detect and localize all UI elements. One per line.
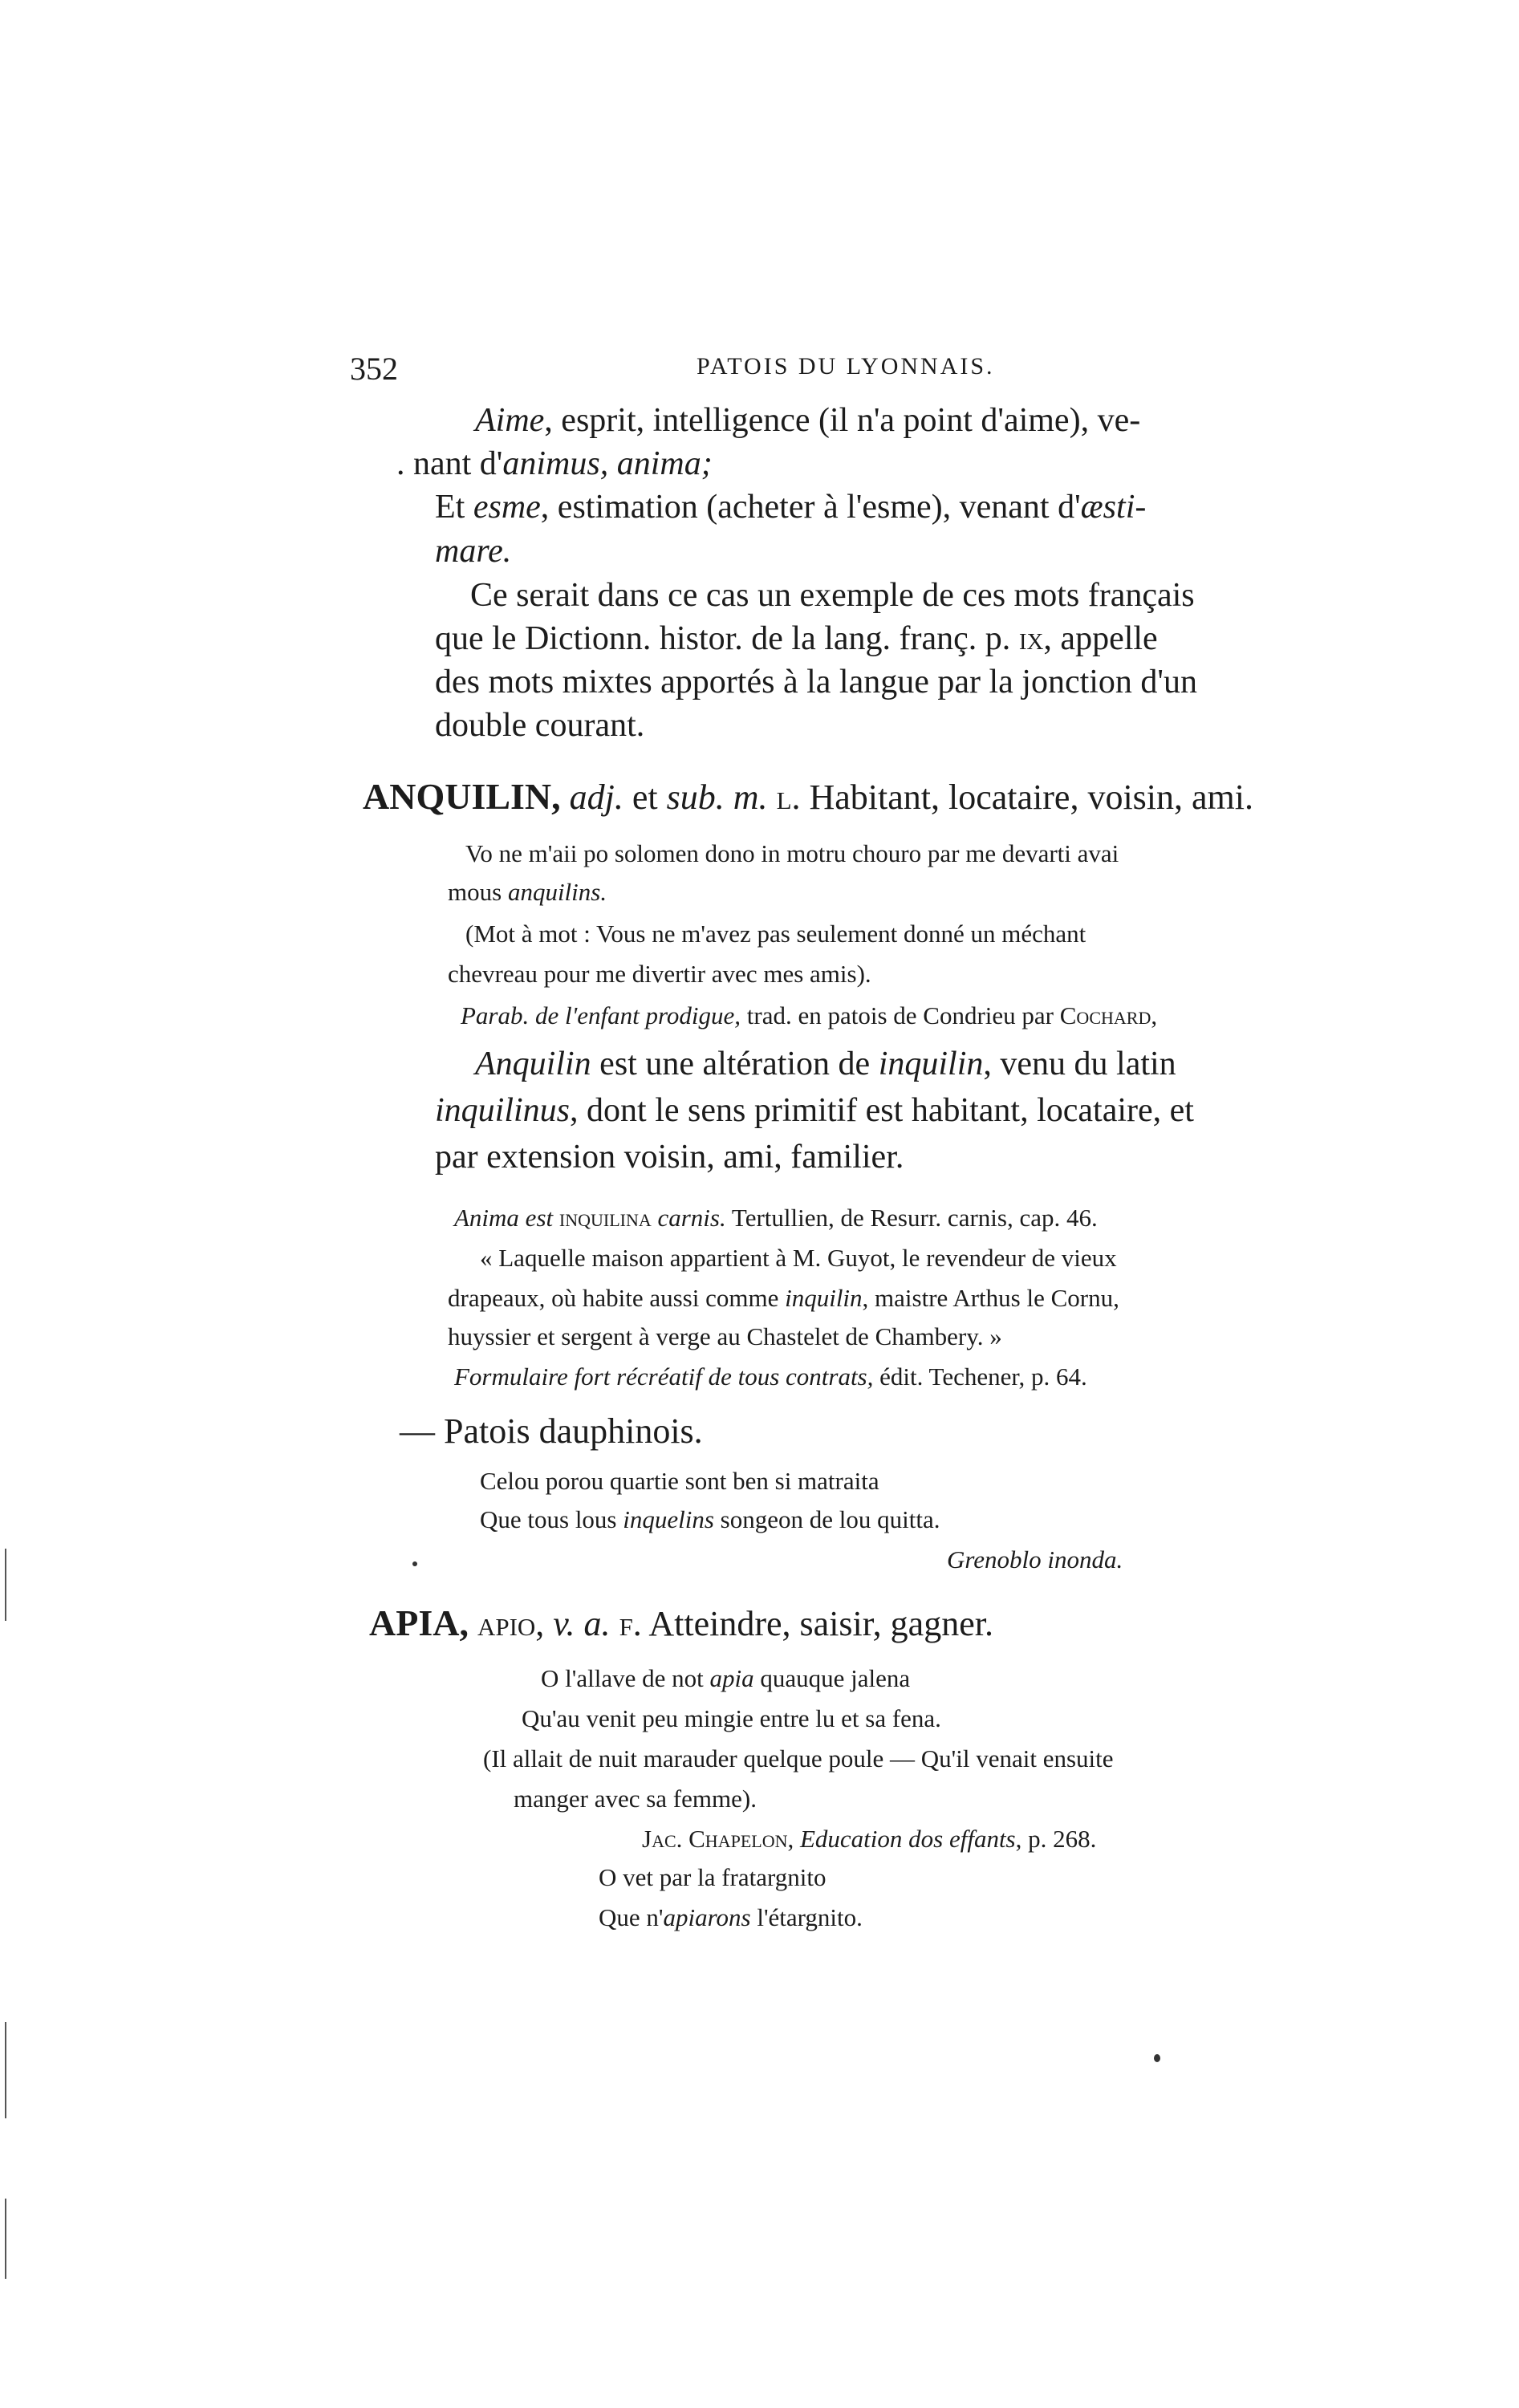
apia-translation-line-1: (Il allait de nuit marauder quelque poule — Qu'il venait ensuite <box>483 1744 1114 1772</box>
apia-verse-line-1: O l'allave de not apia quauque jalena <box>541 1664 911 1692</box>
apia-verse-line-3: O vet par la fratargnito <box>599 1863 827 1891</box>
anquilin-quote-line-2: « Laquelle maison appartient à M. Guyot, le revendeur de vieux <box>480 1244 1117 1272</box>
scan-edge-mark <box>5 2199 6 2279</box>
apia-verse-line-4: Que n'apiarons l'étargnito. <box>599 1903 863 1931</box>
dauphinois-subheading: — Patois dauphinois. <box>400 1411 703 1451</box>
intro-para2-line-3: des mots mixtes apportés à la langue par la jonction d'un <box>435 664 1198 700</box>
anquilin-quote-line-3: drapeaux, où habite aussi comme inquilin, maistre Arthus le Cornu, <box>448 1284 1119 1312</box>
ink-speck <box>412 1561 417 1566</box>
ink-speck <box>1154 2054 1160 2062</box>
anquilin-quote-line-1: Anima est inquilina carnis. Tertullien, de Resurr. carnis, cap. 46. <box>454 1204 1098 1232</box>
anquilin-translation-line-2: chevreau pour me divertir avec mes amis). <box>448 960 871 988</box>
apia-translation-line-2: manger avec sa femme). <box>514 1785 757 1813</box>
dauphinois-verse-line-2: Que tous lous inquelins songeon de lou quitta. <box>480 1505 940 1533</box>
intro-para2-line-2: que le Dictionn. histor. de la lang. franç. p. ix, appelle <box>435 620 1158 657</box>
intro-para2-line-1: Ce serait dans ce cas un exemple de ces mots français <box>470 577 1195 614</box>
scan-edge-mark <box>5 2022 6 2118</box>
anquilin-translation-line-1: (Mot à mot : Vous ne m'avez pas seulement donné un méchant <box>465 920 1086 948</box>
anquilin-source: Parab. de l'enfant prodigue, trad. en patois de Condrieu par Cochard, <box>461 1001 1158 1029</box>
scan-edge-mark <box>5 1549 6 1621</box>
anquilin-etymology-line-1: Anquilin est une altération de inquilin, venu du latin <box>475 1046 1176 1082</box>
anquilin-etymology-line-2: inquilinus, dont le sens primitif est habitant, locataire, et <box>435 1092 1194 1129</box>
intro-line-1: Aime, esprit, intelligence (il n'a point d'aime), ve- <box>475 402 1141 439</box>
dauphinois-verse-source: Grenoblo inonda. <box>947 1545 1123 1574</box>
intro-line-3: Et esme, estimation (acheter à l'esme), venant d'æsti- <box>435 489 1147 526</box>
apia-source: Jac. Chapelon, Education dos effants, p. 268. <box>642 1825 1097 1853</box>
intro-line-2: . nant d'animus, anima; <box>396 445 713 482</box>
page-number: 352 <box>350 351 398 387</box>
anquilin-quote-line-4: huyssier et sergent à verge au Chastelet de Chambery. » <box>448 1322 1002 1350</box>
intro-para2-line-4: double courant. <box>435 707 645 744</box>
apia-verse-line-2: Qu'au venit peu mingie entre lu et sa fena. <box>522 1704 941 1732</box>
running-title: PATOIS DU LYONNAIS. <box>697 353 995 380</box>
entry-apia-heading: APIA, apio, v. a. f. Atteindre, saisir, gagner. <box>369 1602 993 1643</box>
anquilin-etymology-line-3: par extension voisin, ami, familier. <box>435 1139 904 1176</box>
anquilin-example-line-2: mous anquilins. <box>448 878 607 906</box>
anquilin-example-line-1: Vo ne m'aii po solomen dono in motru chouro par me devarti avai <box>465 839 1119 867</box>
anquilin-quote-source: Formulaire fort récréatif de tous contrats, édit. Techener, p. 64. <box>454 1362 1087 1391</box>
entry-anquilin-heading: ANQUILIN, adj. et sub. m. l. Habitant, locataire, voisin, ami. <box>363 776 1254 817</box>
intro-line-4: mare. <box>435 533 512 570</box>
dauphinois-verse-line-1: Celou porou quartie sont ben si matraita <box>480 1467 879 1495</box>
